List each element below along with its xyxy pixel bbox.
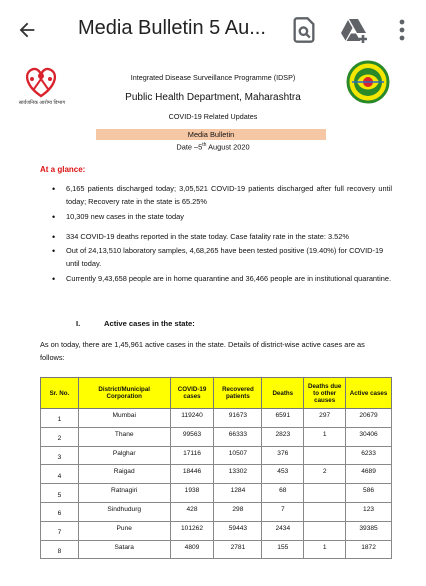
table-cell: 20679 bbox=[346, 409, 392, 428]
table-cell: 453 bbox=[262, 465, 304, 484]
table-cell: 91673 bbox=[214, 409, 262, 428]
back-arrow-icon[interactable] bbox=[12, 15, 42, 45]
table-cell: Mumbai bbox=[78, 409, 170, 428]
table-row bbox=[41, 521, 392, 540]
table-cell: 39385 bbox=[346, 521, 392, 540]
table-cell: 2 bbox=[41, 427, 79, 446]
table-cell: 155 bbox=[262, 540, 304, 559]
list-item: • Out of 24,13,510 laboratory samples, 4,68,265 have been tested positive (19.40%) for COVID-19 until today. bbox=[52, 245, 392, 270]
table-cell: 6233 bbox=[346, 446, 392, 465]
column-header: District/Municipal Corporation bbox=[78, 378, 170, 409]
list-item: • 6,165 patients discharged today; 3,05,521 COVID-19 patients discharged after full recovery until today; Recovery rate in the state is 65.25% bbox=[52, 183, 392, 208]
table-cell: Palghar bbox=[78, 446, 170, 465]
table-cell: 298 bbox=[214, 502, 262, 521]
table-cell: 2 bbox=[304, 465, 346, 484]
active-cases-table bbox=[40, 377, 392, 559]
table-row bbox=[41, 465, 392, 484]
table-cell: 376 bbox=[262, 446, 304, 465]
table-cell: 17116 bbox=[170, 446, 214, 465]
column-header: Sr. No. bbox=[41, 378, 79, 409]
table-cell: 68 bbox=[262, 484, 304, 503]
at-a-glance-heading: At a glance: bbox=[40, 165, 86, 174]
table-cell: 2823 bbox=[262, 427, 304, 446]
header-updates: COVID-19 Related Updates bbox=[168, 112, 258, 121]
table-cell: 2781 bbox=[214, 540, 262, 559]
table-cell bbox=[304, 502, 346, 521]
table-row bbox=[41, 409, 392, 428]
table-cell: 101262 bbox=[170, 521, 214, 540]
app-bar bbox=[0, 0, 426, 58]
table-cell: 586 bbox=[346, 484, 392, 503]
table-cell: 3 bbox=[41, 446, 79, 465]
list-item: • 334 COVID-19 deaths reported in the state today. Case fatality rate in the state: 3.52% bbox=[52, 231, 392, 244]
table-cell: 428 bbox=[170, 502, 214, 521]
column-header: Deaths due to other causes bbox=[304, 378, 346, 409]
logo-caption: सार्वजनिक आरोग्य विभाग bbox=[18, 100, 66, 106]
table-cell: 8 bbox=[41, 540, 79, 559]
table-cell: 1284 bbox=[214, 484, 262, 503]
table-row bbox=[41, 484, 392, 503]
document-page bbox=[0, 58, 426, 586]
table-cell: 59443 bbox=[214, 521, 262, 540]
document-title: Media Bulletin 5 Au... bbox=[78, 17, 266, 39]
table-cell: 7 bbox=[41, 521, 79, 540]
header-programme: Integrated Disease Surveillance Programme (IDSP) bbox=[130, 73, 296, 82]
table-cell bbox=[304, 521, 346, 540]
list-item: • Currently 9,43,658 people are in home quarantine and 36,466 people are in institutional quarantine. bbox=[52, 273, 392, 286]
summary-list bbox=[52, 183, 392, 285]
table-cell: 123 bbox=[346, 502, 392, 521]
column-header: COVID-19 cases bbox=[170, 378, 214, 409]
section-intro: As on today, there are 1,45,961 active cases in the state. Details of district-wise active cases are as follows: bbox=[40, 340, 365, 362]
table-cell: 4689 bbox=[346, 465, 392, 484]
table-cell: 1938 bbox=[170, 484, 214, 503]
table-cell: 297 bbox=[304, 409, 346, 428]
table-cell: 1 bbox=[304, 427, 346, 446]
list-item: • 10,309 new cases in the state today bbox=[52, 211, 392, 224]
table-cell bbox=[304, 446, 346, 465]
table-row bbox=[41, 540, 392, 559]
table-row bbox=[41, 446, 392, 465]
drive-add-icon[interactable] bbox=[340, 16, 370, 44]
table-cell: 6 bbox=[41, 502, 79, 521]
column-header: Active cases bbox=[346, 378, 392, 409]
table-cell: 13302 bbox=[214, 465, 262, 484]
table-cell: 7 bbox=[262, 502, 304, 521]
table-cell: 119240 bbox=[170, 409, 214, 428]
table-cell: 1872 bbox=[346, 540, 392, 559]
table-cell: 99563 bbox=[170, 427, 214, 446]
table-cell: 2434 bbox=[262, 521, 304, 540]
header-department: Public Health Department, Maharashtra bbox=[125, 92, 301, 103]
bulletin-date: Date –5th August 2020 bbox=[176, 142, 250, 152]
table-cell: Pune bbox=[78, 521, 170, 540]
table-cell: 1 bbox=[304, 540, 346, 559]
table-header-row bbox=[41, 378, 392, 409]
table-cell: Sindhudurg bbox=[78, 502, 170, 521]
table-cell: 10507 bbox=[214, 446, 262, 465]
table-cell: 66333 bbox=[214, 427, 262, 446]
table-cell: Ratnagiri bbox=[78, 484, 170, 503]
table-cell: 4 bbox=[41, 465, 79, 484]
table-cell: 4809 bbox=[170, 540, 214, 559]
find-in-page-icon[interactable] bbox=[290, 16, 318, 44]
column-header: Recovered patients bbox=[214, 378, 262, 409]
column-header: Deaths bbox=[262, 378, 304, 409]
table-cell: Satara bbox=[78, 540, 170, 559]
table-cell: 18446 bbox=[170, 465, 214, 484]
table-row bbox=[41, 502, 392, 521]
bulletin-banner: Media Bulletin bbox=[96, 129, 326, 140]
more-vert-icon[interactable] bbox=[392, 16, 412, 44]
table-cell: 1 bbox=[41, 409, 79, 428]
table-cell: 5 bbox=[41, 484, 79, 503]
table-cell: 6591 bbox=[262, 409, 304, 428]
table-cell: 30406 bbox=[346, 427, 392, 446]
section-heading: I. Active cases in the state: bbox=[76, 319, 195, 328]
table-cell: Raigad bbox=[78, 465, 170, 484]
table-cell: Thane bbox=[78, 427, 170, 446]
table-cell bbox=[304, 484, 346, 503]
table-row bbox=[41, 427, 392, 446]
